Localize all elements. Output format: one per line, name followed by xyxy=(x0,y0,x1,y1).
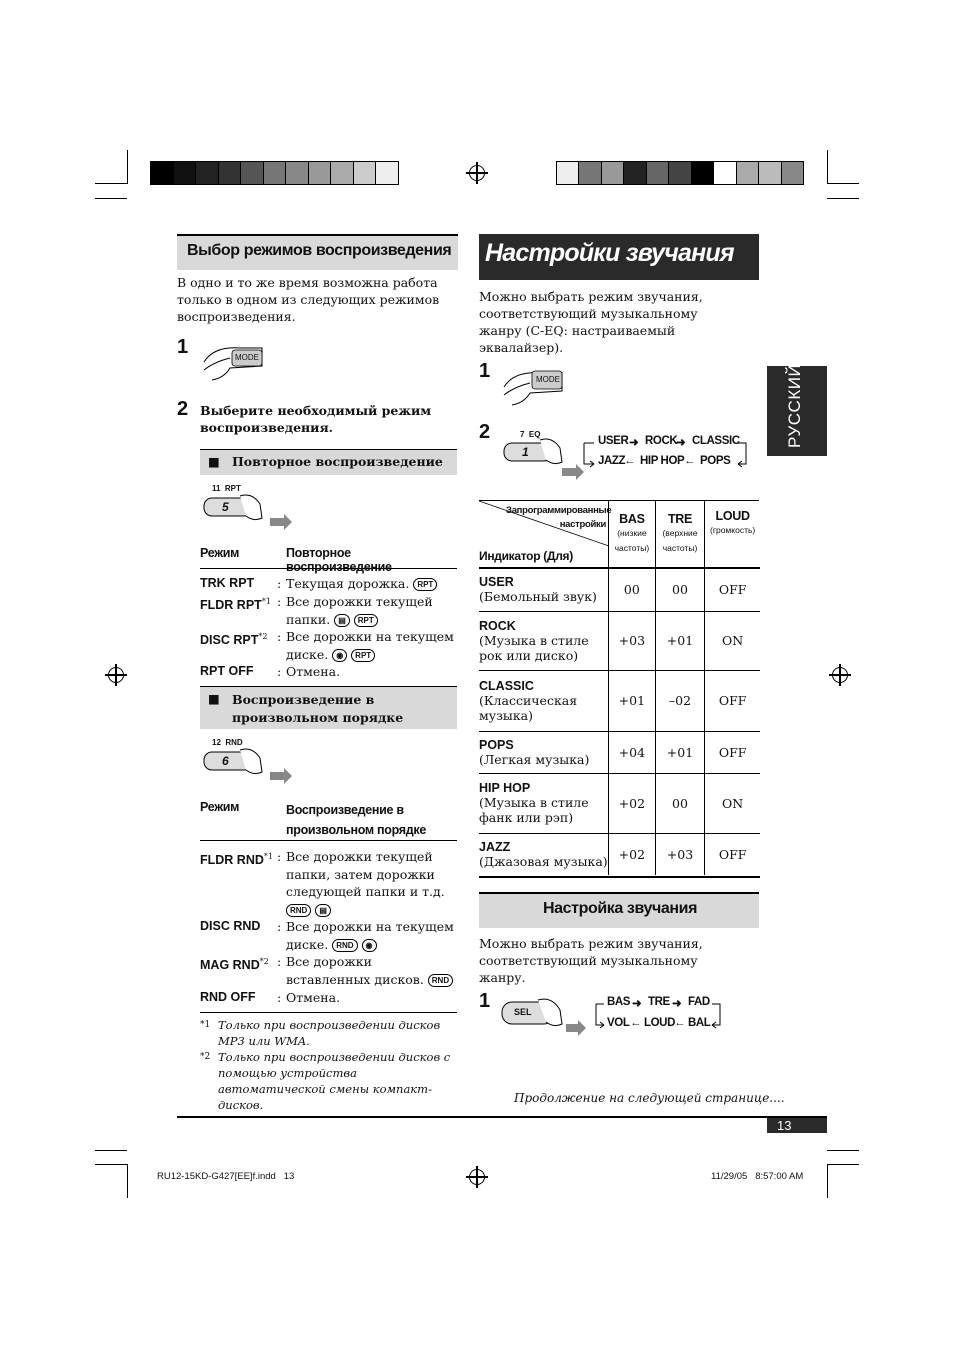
left-heading xyxy=(177,234,458,270)
adjust-intro: Можно выбрать режим звучания, соответствующий музыкальному жанру. xyxy=(479,936,703,985)
preset-name: CLASSIC xyxy=(479,678,534,693)
adjust-heading-text: Настройка звучания xyxy=(543,900,698,917)
preset-desc: (Классическая музыка) xyxy=(479,692,578,723)
random-table-header xyxy=(200,798,457,841)
folder-icon: ▤ xyxy=(315,904,331,917)
adjust-step1-number: 1 xyxy=(479,990,491,1012)
header-sub: (низкие частоты) xyxy=(614,528,650,553)
repeat-row: RPT OFF : Отмена. xyxy=(200,663,460,681)
random-section-header: ■ Воспроизведение в произвольном порядке xyxy=(200,686,457,729)
repeat-row: TRK RPT : Текущая дорожка. RPT xyxy=(200,575,460,593)
mode-desc: Все дорожки текущей папки. xyxy=(286,594,433,627)
language-tab-text: РУССКИЙ xyxy=(785,363,804,448)
registration-mark-top xyxy=(469,165,485,181)
preset-desc: (Музыка в стиле фанк или рэп) xyxy=(479,795,589,825)
rnd-button-caption: 12 RND xyxy=(212,738,243,747)
bottom-rule xyxy=(177,1116,827,1118)
mode-button-illustration-right xyxy=(500,365,570,407)
rnd-indicator-icon: RND xyxy=(286,904,311,917)
tre-value: +03 xyxy=(655,833,705,875)
header-sub: (громкость) xyxy=(710,525,756,535)
tre-value: 00 xyxy=(655,773,705,833)
eq-table-corner xyxy=(479,501,612,568)
mode-desc: Все дорожки текущей папки, затем дорожки следующей папки и т.д. xyxy=(286,849,445,899)
mode-key: FLDR RND xyxy=(200,853,264,868)
eq-table-row xyxy=(479,611,760,670)
rpt-button-illustration xyxy=(200,482,295,537)
eq-table-bottomline xyxy=(479,876,760,878)
random-col-desc: Воспроизведение в произвольном порядке xyxy=(286,803,427,837)
bas-value: +03 xyxy=(609,611,656,670)
preset-name: ROCK xyxy=(479,618,516,633)
preset-desc: (Джазовая музыка) xyxy=(479,853,608,869)
disc-icon: ◉ xyxy=(332,649,347,662)
tre-value: +01 xyxy=(655,611,705,670)
left-heading-text: Выбор режимов воспроизведения xyxy=(187,242,452,259)
eq-flow-item: CLASSIC xyxy=(692,435,740,447)
adjust-flow-item: LOUD xyxy=(644,1017,675,1029)
corner-top-label: Запрограммированные настройки xyxy=(506,505,612,530)
bas-value: +02 xyxy=(609,833,656,875)
footnote-text: Только при воспроизведении дисков MP3 или WMA. xyxy=(218,1018,441,1048)
mode-desc: Текущая дорожка. xyxy=(286,576,410,591)
preset-desc: (Легкая музыка) xyxy=(479,751,590,767)
continued-note: Продолжение на следующей странице.... xyxy=(514,1091,785,1105)
sel-button-label: SEL xyxy=(514,1007,532,1017)
footnote-text: Только при воспроизведении дисков с помощью устройства автоматической смены компакт-дисков. xyxy=(218,1050,451,1112)
registration-mark-left xyxy=(108,667,124,683)
repeat-col-desc: Повторное воспроизведение xyxy=(286,546,392,574)
mode-button-illustration xyxy=(200,340,270,382)
left-step2-number: 2 xyxy=(177,398,189,420)
eq-flow-item: ROCK xyxy=(645,435,678,447)
random-row: MAG RND$^{*2}$ : Все дорожки вставленных дисков. RND xyxy=(200,953,460,989)
preset-desc: (Музыка в стиле рок или диско) xyxy=(479,632,589,663)
page-number-box xyxy=(767,1118,827,1133)
eq-table-row xyxy=(479,670,760,731)
footnote-mark: *2 xyxy=(200,1052,211,1062)
rpt-indicator-icon: RPT xyxy=(413,578,437,591)
rnd-button-illustration xyxy=(200,736,295,791)
mode-key: RND OFF xyxy=(200,990,256,1004)
rpt-button-caption: 11 RPT xyxy=(212,484,241,493)
mode-key: RPT OFF xyxy=(200,664,254,678)
repeat-section-header: ■ Повторное воспроизведение xyxy=(200,449,457,475)
footnote-mark: *1 xyxy=(200,1020,211,1030)
random-row: DISC RND : Все дорожки на текущем диске. RND ◉ xyxy=(200,919,454,952)
color-bar-right xyxy=(556,161,804,185)
mode-desc: Все дорожки вставленных дисков. xyxy=(286,954,424,987)
left-intro: В одно и то же время возможна работа только в одном из следующих режимов воспроизведения. xyxy=(177,275,440,324)
repeat-section-title: Повторное воспроизведение xyxy=(232,454,443,469)
sel-button-illustration xyxy=(500,994,595,1040)
registration-mark-right xyxy=(832,667,848,683)
rnd-indicator-icon: RND xyxy=(428,974,453,987)
header-bas xyxy=(609,501,656,568)
adjust-flow-diagram: BAS ➜ TRE ➜ FAD VOL ← LOUD ← BAL xyxy=(592,995,732,1035)
mode-desc: Все дорожки на текущем диске. xyxy=(286,919,454,952)
sel-button-press-icon xyxy=(500,994,595,1040)
page-number: 13 xyxy=(777,1118,792,1133)
adjust-flow-item: TRE xyxy=(648,996,670,1008)
right-step1-number: 1 xyxy=(479,360,491,382)
repeat-row: FLDR RPT$^{*1}$ : Все дорожки текущей папки. ▤ RPT xyxy=(200,594,433,627)
eq-table xyxy=(479,501,760,875)
adjust-heading xyxy=(479,892,759,928)
rpt-button-number: 5 xyxy=(222,500,229,514)
registration-mark-bottom xyxy=(469,1169,485,1185)
eq-table-row xyxy=(479,833,760,875)
disc-icon: ◉ xyxy=(362,939,377,952)
adjust-flow-item: BAS xyxy=(607,996,631,1008)
bas-value: +04 xyxy=(609,731,656,773)
adjust-flow-item: BAL xyxy=(688,1017,711,1029)
right-step2-number: 2 xyxy=(479,421,491,443)
preset-name: JAZZ xyxy=(479,839,511,854)
rpt-indicator-icon: RPT xyxy=(354,614,378,627)
repeat-col-mode: Режим xyxy=(200,546,240,560)
header-name: TRE xyxy=(667,512,693,526)
eq-flow-item: USER xyxy=(598,435,629,447)
left-step1-number: 1 xyxy=(177,336,189,358)
eq-table-row xyxy=(479,731,760,773)
eq-button-caption: 7 EQ xyxy=(520,430,541,439)
eq-flow-item: HIP HOP xyxy=(640,455,685,467)
adjust-flow-item: VOL xyxy=(607,1017,630,1029)
eq-flow-item: POPS xyxy=(700,455,731,467)
tre-value: +01 xyxy=(655,731,705,773)
adjust-flow-item: FAD xyxy=(688,996,710,1008)
loud-value: ON xyxy=(705,773,760,833)
footnote-ref: *2 xyxy=(259,957,269,966)
bas-value: +02 xyxy=(609,773,656,833)
mode-key: FLDR RPT xyxy=(200,598,262,613)
tre-value: 00 xyxy=(655,568,705,611)
corner-bottom-label: Индикатор (Для) xyxy=(479,549,573,563)
eq-button-number: 1 xyxy=(522,445,529,459)
header-loud xyxy=(705,501,760,568)
color-bar-left xyxy=(150,161,399,185)
preset-name: POPS xyxy=(479,737,514,752)
eq-table-header-row xyxy=(479,501,760,568)
footnote-ref: *1 xyxy=(263,852,273,861)
footnote-ref: *2 xyxy=(258,632,268,641)
loud-value: OFF xyxy=(705,731,760,773)
bas-value: +01 xyxy=(609,670,656,731)
eq-flow-item: JAZZ xyxy=(598,455,626,467)
footnote-ref: *1 xyxy=(261,597,271,606)
preset-name: HIP HOP xyxy=(479,781,531,795)
bas-value: 00 xyxy=(609,568,656,611)
eq-flow-diagram: USER ➜ ROCK ➜ CLASSIC JAZZ ← HIP HOP ← POPS xyxy=(580,434,750,474)
rnd-button-number: 6 xyxy=(222,754,229,768)
eq-table-row xyxy=(479,773,760,833)
footer-date: 11/29/05 8:57:00 AM xyxy=(711,1171,804,1182)
mode-key: TRK RPT xyxy=(200,576,255,590)
mode-button-label: MODE xyxy=(536,375,560,384)
mode-key: MAG RND xyxy=(200,958,260,973)
right-title-text: Настройки звучания xyxy=(485,239,734,267)
rnd-indicator-icon: RND xyxy=(332,939,357,952)
right-title xyxy=(479,234,759,280)
repeat-table-header xyxy=(200,544,457,574)
random-section-title: Воспроизведение в произвольном порядке xyxy=(232,692,404,725)
language-tab xyxy=(767,363,827,456)
mode-desc: Все дорожки на текущем диске. xyxy=(286,629,454,662)
loud-value: OFF xyxy=(705,568,760,611)
left-step2-text: Выберите необходимый режим воспроизведения. xyxy=(200,403,432,435)
header-sub: (верхние частоты) xyxy=(662,528,698,553)
header-name: BAS xyxy=(619,512,645,526)
folder-icon: ▤ xyxy=(334,614,350,627)
loud-value: OFF xyxy=(705,670,760,731)
mode-key: DISC RND xyxy=(200,919,261,933)
repeat-row: DISC RPT$^{*2}$ : Все дорожки на текущем диске. ◉ RPT xyxy=(200,629,454,662)
header-name: LOUD xyxy=(715,509,750,523)
tre-value: –02 xyxy=(655,670,705,731)
rpt-indicator-icon: RPT xyxy=(351,649,375,662)
mode-desc: Отмена. xyxy=(286,664,341,679)
loud-value: ON xyxy=(705,611,760,670)
mode-button-label: MODE xyxy=(235,353,259,362)
loud-value: OFF xyxy=(705,833,760,875)
preset-name: USER xyxy=(479,575,514,590)
random-row: FLDR RND$^{*1}$ : Все дорожки текущей папки, затем дорожки следующей папки и т.д. RND ▤ xyxy=(200,849,445,915)
eq-table-row xyxy=(479,568,760,611)
random-col-mode: Режим xyxy=(200,800,240,814)
mode-key: DISC RPT xyxy=(200,633,259,648)
mode-desc: Отмена. xyxy=(286,990,341,1005)
right-intro: Можно выбрать режим звучания, соответствующий музыкальному жанру (C-EQ: настраиваемый эквалайзер). xyxy=(479,289,703,355)
footer-file: RU12-15KD-G427[EE]f.indd 13 xyxy=(157,1171,295,1182)
header-tre xyxy=(655,501,705,568)
random-row: RND OFF : Отмена. xyxy=(200,989,460,1007)
footnotes-divider xyxy=(200,1012,457,1013)
preset-desc: (Бемольный звук) xyxy=(479,589,597,605)
hand-press-icon xyxy=(500,365,570,407)
